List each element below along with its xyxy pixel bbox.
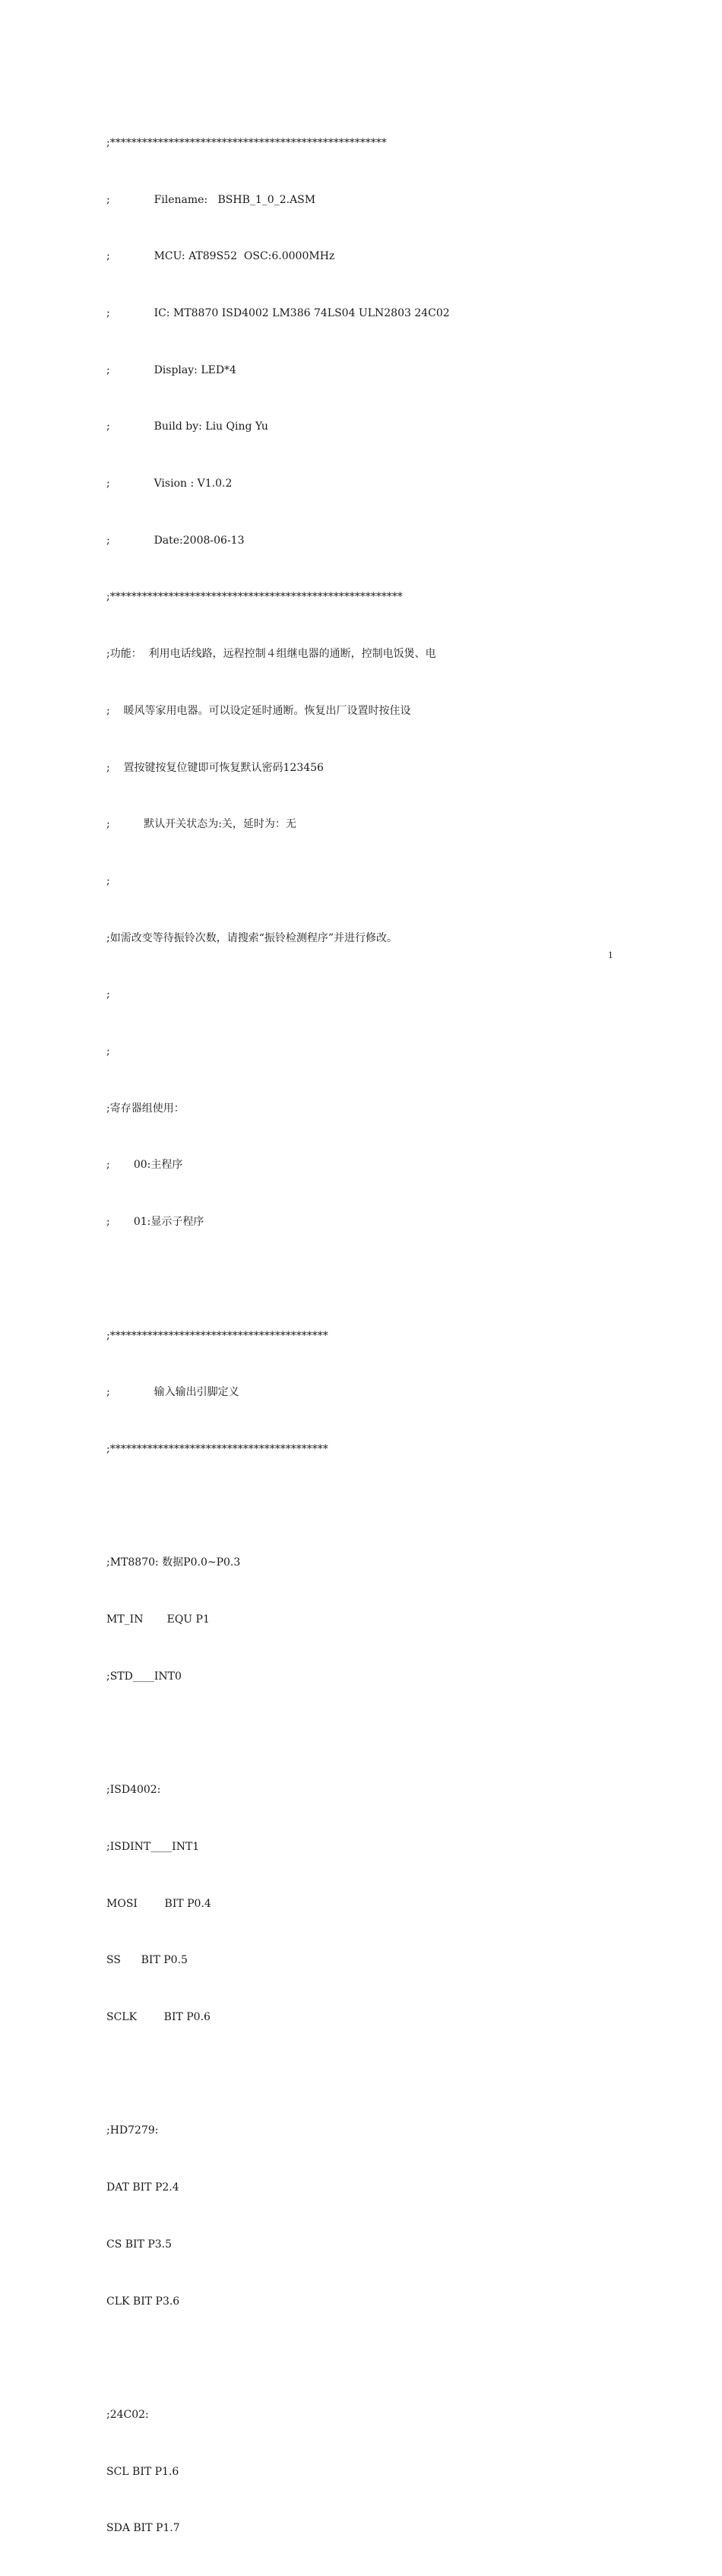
code-line: ;功能： 利用电话线路，远程控制４组继电器的通断，控制电饭煲、电 — [106, 648, 436, 661]
page-number: 1 — [608, 949, 613, 960]
code-line: SCL BIT P1.6 — [106, 2465, 179, 2478]
code-line: MT_IN EQU P1 — [106, 1613, 210, 1626]
code-line: ;******************************************************* — [106, 591, 403, 604]
code-line: ; Build by: Liu Qing Yu — [106, 420, 268, 433]
code-line — [106, 1497, 684, 1516]
code-line: ; 输入输出引脚定义 — [106, 1386, 239, 1399]
code-line: ; 默认开关状态为:关，延时为：无 — [106, 818, 296, 831]
code-line: ; IC: MT8870 ISD4002 LM386 74LS04 ULN2803 24C02 — [106, 306, 450, 319]
code-line: CS BIT P3.5 — [106, 2238, 173, 2251]
code-line: ; MCU: AT89S52 OSC:6.0000MHz — [106, 250, 335, 263]
code-line: ; 00:主程序 — [106, 1159, 183, 1172]
code-line: ;STD____INT0 — [106, 1670, 182, 1683]
code-line: ;寄存器组使用： — [106, 1102, 185, 1115]
code-line: ; 01:显示子程序 — [106, 1216, 204, 1229]
code-line: ; — [106, 874, 110, 887]
code-line: SS BIT P0.5 — [106, 1954, 188, 1967]
code-line — [106, 2349, 684, 2368]
code-line: ; Filename: BSHB_1_0_2.ASM — [106, 193, 316, 206]
code-line: ; Display: LED*4 — [106, 363, 236, 376]
code-line — [106, 2065, 684, 2084]
code-line: ;ISDINT____INT1 — [106, 1840, 200, 1853]
code-line: ;MT8870: 数据P0.0~P0.3 — [106, 1556, 241, 1569]
code-line: ;ISD4002: — [106, 1784, 161, 1797]
code-listing — [106, 96, 684, 2576]
code-line: ; Vision : V1.0.2 — [106, 477, 233, 490]
code-line: ; 暖风等家用电器。可以设定延时通断。恢复出厂设置时按住设 — [106, 704, 411, 717]
code-line — [106, 1724, 684, 1743]
code-line: ;***************************************** — [106, 1442, 328, 1455]
code-line: ; Date:2008-06-13 — [106, 534, 245, 547]
code-line: ;HD7279: — [106, 2124, 159, 2137]
code-line — [106, 1270, 684, 1289]
code-line: ;**************************************************** — [106, 136, 387, 149]
code-line: ; — [106, 1045, 110, 1058]
code-line: ;如需改变等待振铃次数，请搜索“振铃检测程序”并进行修改。 — [106, 931, 398, 944]
code-line: SCLK BIT P0.6 — [106, 2011, 211, 2024]
code-line: DAT BIT P2.4 — [106, 2181, 179, 2194]
code-line: MOSI BIT P0.4 — [106, 1897, 211, 1910]
code-line: ;***************************************** — [106, 1329, 328, 1342]
code-line: ; 置按键按复位键即可恢复默认密码123456 — [106, 761, 324, 774]
code-line: SDA BIT P1.7 — [106, 2522, 180, 2535]
code-line: ; — [106, 988, 110, 1001]
code-line: ;24C02: — [106, 2408, 149, 2421]
code-line: CLK BIT P3.6 — [106, 2295, 180, 2308]
